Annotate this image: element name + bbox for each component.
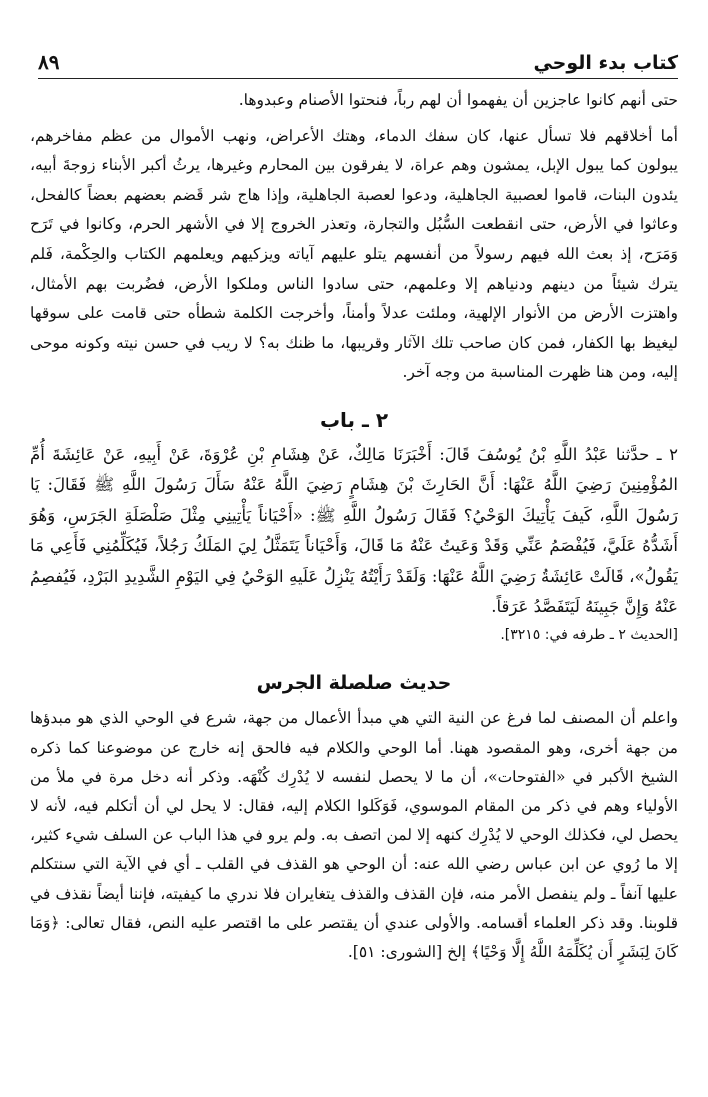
section-heading: حديث صلصلة الجرس <box>256 672 452 695</box>
intro-paragraph-1: حتى أنهم كانوا عاجزين أن يفهموا أن لهم رباً، فنحتوا الأصنام وعبدوها. <box>238 91 678 109</box>
bab-title: ٢ ـ باب <box>319 407 389 432</box>
book-title: كتاب بدء الوحي <box>533 52 678 74</box>
page-header <box>38 44 678 79</box>
intro-paragraph-2: أما أخلاقهم فلا تسأل عنها، كان سفك الدماء، وهتك الأعراض، ونهب الأموال من عظم مفاخرهم، يبولون كما يبول الإبل، يمشون وهم عراة، لا يفرقون بين المحارم وغيرها، يرثُ أكبر الأبناء زوجةَ أبيه، يئدون البنات، قاموا لعصبية الجاهلية، ودعوا لعصبة الجاهلية، وإذا هاج شر قَضم بعضهم بعضاً كالفحل، وعاثوا في الأرض، حتى انقطعت السُّبُل والتجارة، وتعذر الخروج إلا في الأشهر الحرم، وكانوا في تَرَح وَمَرَح، إذ بعث الله فيهم رسولاً من أنفسهم يتلو عليهم آياته ويزكيهم ويعلمهم الكتاب والحِكْمة، فَلم يترك شيئاً من دينهم ودنياهم إلا وعلمهم، حتى سادوا الناس وملكوا الأرض، فضُربت بهم الأمثال، واهتزت الأرض من الأنوار الإلهية، وملئت عدلاً وأمناً، وأخرجت الكلمة شطأه حتى قامت على سوقها ليغيظ بها الكفار، فمن كان صاحب تلك الآثار وقريبها، ما ظنك به؟ لا ريب في حسن نيته وكونه موحى إليه، ومن هنا ظهرت المناسبة من وجه آخر. <box>30 126 678 382</box>
hadith-text: ٢ ـ حدَّثنا عَبْدُ اللَّهِ بْنُ يُوسُفَ قَالَ: أَخْبَرَنَا مَالِكٌ، عَنْ هِشَامِ بْنِ عُرْوَةَ، عَنْ أَبِيهِ، عَنْ عَائِشَةَ أُمِّ المُؤْمِنِينَ رَضِيَ اللَّهُ عَنْهَا: أَنَّ الحَارِثَ بْنَ هِشَامٍ رَضِيَ اللَّهُ عَنْهُ سَأَلَ رَسُولَ اللَّهِ ﷺ فَقَالَ: يَا رَسُولَ اللَّهِ، كَيفَ يَأْتِيكَ الوَحْيُ؟ فَقَالَ رَسُولُ اللَّهِ ﷺ: «أَحْيَاناً يَأْتِينِي مِثْلَ صَلْصَلَةِ الجَرَسِ، وَهُوَ أَشَدُّهُ عَلَيَّ، فَيُفْصَمُ عَنِّي وَقَدْ وَعَيتُ عَنْهُ مَا قَالَ، وَأَحْيَاناً يَتَمَثَّلُ لِيَ المَلَكُ رَجُلاً، فَيُكَلِّمُنِي فَأَعِي مَا يَقُولُ»، قَالَتْ عَائِشَةُ رَضِيَ اللَّهُ عَنْهَا: وَلَقَدْ رَأَيْتُهُ يَنْزِلُ عَلَيهِ الوَحْيُ فِي اليَوْمِ الشَّدِيدِ البَرْدِ، فَيُفصِمُ عَنْهُ وَإِنَّ جَبِينَهُ لَيَتَفَصَّدُ عَرَقاً. <box>30 444 678 616</box>
hadith-reference: [الحديث ٢ ـ طرفه في: ٣٢١٥]. <box>500 627 678 644</box>
commentary-paragraph: واعلم أن المصنف لما فرغ عن النية التي هي مبدأ الأعمال من جهة، شرع في الوحي الذي هو مبدؤها من جهة أخرى، وهو المقصود ههنا. أما الوحي والكلام فيه فالحق إنه خارج عن موضوعنا كما ذكره الشيخ الأكبر في «الفتوحات»، أن ما لا يحصل لنفسه لا يُدْرِك كُنْهَه. وذكر أنه دخل مرة في ملأ من الأولياء وهم في ذكر من المقام الموسوي، فَوَكَلوا الكلام إليه، فقال: لا يحل لي أن أتكلم فيه، لأنه لا يحصل لي، فكذلك الوحي لا يُدْرِك كنهه إلا لمن اتصف به. ولم يرو في هذا الباب عن السلف شيء كثير، إلا ما رُوي عن ابن عباس رضي الله عنه: أن الوحي هو القذف في القلب ـ أي في الآية التي سنتكلم عليها آنفاً ـ ولم ينفصل الأمر منه، فإن القذف والقذف يتغايران فلا ندري ما كيفيته، فإننا أيضاً نقذف في قلوبنا. وقد ذكر العلماء أقسامه. والأولى عندي أن يقتصر على ما اقتصر عليه النص، فقال تعالى: ﴿وَمَا كَانَ لِبَشَرٍ أَن يُكَلِّمَهُ اللَّهُ إِلَّا وَحْيًا﴾ إلخ [الشورى: ٥١]. <box>30 709 678 961</box>
page-content <box>30 86 678 967</box>
page-number: ٨٩ <box>38 50 60 74</box>
